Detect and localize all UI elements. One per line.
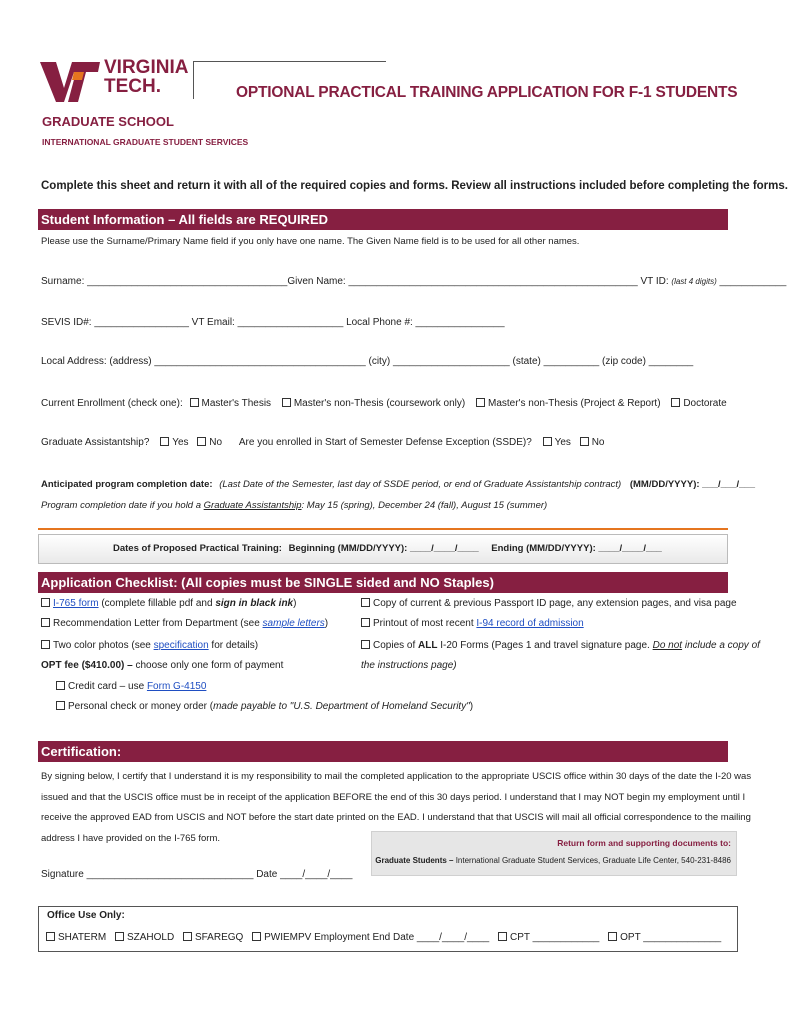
checkbox-icon[interactable] bbox=[476, 398, 485, 407]
completion-pre: Program completion date if you hold a bbox=[41, 500, 202, 511]
checkbox-icon[interactable] bbox=[41, 618, 50, 627]
enroll-option: Master's Thesis bbox=[201, 398, 272, 409]
checkbox-icon[interactable] bbox=[160, 437, 169, 446]
i20-pages: I-20 Forms (Pages 1 and travel signature page. bbox=[437, 640, 653, 651]
office-use-items bbox=[46, 932, 721, 943]
photo-close: for details) bbox=[208, 640, 259, 651]
anticipated-line bbox=[41, 479, 755, 490]
checklist-passport bbox=[361, 598, 737, 609]
checklist-heading: Application Checklist: (All copies must be SINGLE sided and NO Staples) bbox=[38, 572, 728, 593]
enroll-option: Doctorate bbox=[683, 398, 727, 409]
checkbox-icon[interactable] bbox=[543, 437, 552, 446]
surname-line[interactable] bbox=[41, 276, 786, 287]
checkbox-icon[interactable] bbox=[41, 598, 50, 607]
beginning-field[interactable]: Beginning (MM/DD/YYYY): ____/____/____ bbox=[288, 543, 479, 554]
check-text: Personal check or money order ( bbox=[68, 701, 214, 712]
g4150-link[interactable]: Form G-4150 bbox=[146, 681, 207, 692]
i20-continued: the instructions page) bbox=[361, 660, 457, 671]
i94-link[interactable]: I-94 record of admission bbox=[476, 618, 584, 629]
completion-post: : May 15 (spring), December 24 (fall), August 15 (summer) bbox=[301, 500, 548, 511]
vtid-blank: ____________ bbox=[719, 276, 787, 287]
anticipated-hint: (Last Date of the Semester, last day of SSDE period, or end of Graduate Assistantship contract) bbox=[219, 479, 622, 490]
credit-text: Credit card – use bbox=[68, 681, 147, 692]
enroll-option: Master's non-Thesis (coursework only) bbox=[293, 398, 466, 409]
checklist-i94 bbox=[361, 618, 584, 629]
page-title: OPTIONAL PRACTICAL TRAINING APPLICATION FOR F-1 STUDENTS bbox=[236, 84, 738, 101]
checkbox-icon[interactable] bbox=[115, 932, 124, 941]
checkbox-icon[interactable] bbox=[361, 598, 370, 607]
student-info-heading: Student Information – All fields are REQUIRED bbox=[38, 209, 728, 230]
checkbox-icon[interactable] bbox=[252, 932, 261, 941]
checkbox-icon[interactable] bbox=[46, 932, 55, 941]
orange-divider bbox=[38, 528, 728, 530]
dates-label: Dates of Proposed Practical Training: bbox=[113, 543, 282, 554]
no-label: No bbox=[591, 437, 605, 448]
checkbox-icon[interactable] bbox=[56, 681, 65, 690]
check-close: ) bbox=[469, 701, 474, 712]
checklist-recommendation bbox=[41, 618, 328, 629]
ga-link: Graduate Assistantship bbox=[203, 500, 302, 511]
fee-text: choose only one form of payment bbox=[132, 660, 284, 671]
anticipated-label: Anticipated program completion date: bbox=[41, 479, 213, 490]
check-payee: made payable to "U.S. Department of Homeland Security" bbox=[213, 701, 470, 712]
return-line bbox=[371, 856, 731, 865]
no-label: No bbox=[209, 437, 223, 448]
checkbox-icon[interactable] bbox=[183, 932, 192, 941]
cert-line: address I have provided on the I-765 form. bbox=[41, 832, 221, 844]
i765-link[interactable]: I-765 form bbox=[53, 598, 99, 609]
enrollment-line bbox=[41, 398, 727, 409]
i20-all: ALL bbox=[418, 640, 438, 651]
anticipated-format[interactable]: (MM/DD/YYYY): ___/___/___ bbox=[629, 479, 755, 490]
return-address: International Graduate Student Services, Graduate Life Center, 540-231-8486 bbox=[453, 856, 731, 865]
name-note: Please use the Surname/Primary Name field if you only have one name. The Given Name field is to be used for all other names. bbox=[41, 236, 580, 247]
checkbox-icon[interactable] bbox=[608, 932, 617, 941]
checkbox-icon[interactable] bbox=[190, 398, 199, 407]
office-use-box bbox=[38, 906, 738, 952]
ga-line bbox=[41, 437, 604, 448]
office-use-title: Office Use Only: bbox=[47, 910, 125, 921]
surname-label: Surname: ____________________________________Given Name: ____________________________________________________ VT ID: bbox=[41, 276, 669, 287]
checklist-fee bbox=[41, 660, 283, 671]
photo-text: Two color photos (see bbox=[53, 640, 154, 651]
graduate-school-label: GRADUATE SCHOOL bbox=[42, 114, 174, 129]
rec-close: ) bbox=[324, 618, 329, 629]
i765-text: (complete fillable pdf and bbox=[98, 598, 216, 609]
enrollment-label: Current Enrollment (check one): bbox=[41, 398, 183, 409]
intro-text: Complete this sheet and return it with all of the required copies and forms. Review all instructions included before completing the forms. bbox=[41, 180, 788, 192]
checklist-credit bbox=[56, 681, 206, 692]
dates-line bbox=[113, 543, 662, 554]
passport-text: Copy of current & previous Passport ID page, any extension pages, and visa page bbox=[373, 598, 737, 609]
checkbox-icon[interactable] bbox=[361, 618, 370, 627]
cert-line: receive the approved EAD from USCIS and NOT before the start date printed on the EAD. I understand that that USCIS will mail all official correspondence to the mailing bbox=[41, 812, 751, 823]
checkbox-icon[interactable] bbox=[197, 437, 206, 446]
office-item: PWIEMPV Employment End Date ____/____/____ bbox=[264, 932, 490, 943]
checklist-i20 bbox=[361, 640, 760, 651]
header-rule bbox=[193, 61, 386, 62]
checklist-check bbox=[56, 701, 473, 712]
completion-note bbox=[41, 500, 547, 511]
address-line[interactable]: Local Address: (address) ______________________________________ (city) _____________________ (state) __________ (zip code) ________ bbox=[41, 356, 694, 367]
checkbox-icon[interactable] bbox=[282, 398, 291, 407]
fee-label: OPT fee ($410.00) – bbox=[41, 660, 133, 671]
certification-heading: Certification: bbox=[38, 741, 728, 762]
ga-label: Graduate Assistantship? bbox=[41, 437, 150, 448]
i20-do-not: Do not bbox=[652, 640, 683, 651]
cert-line: By signing below, I certify that I understand it is my responsibility to mail the completed application to the appropriate USCIS office within 30 days of the date the I-20 was bbox=[41, 771, 752, 782]
i94-text: Printout of most recent bbox=[373, 618, 477, 629]
checklist-i765 bbox=[41, 598, 296, 609]
i20-include: include a copy of bbox=[682, 640, 760, 651]
i765-close: ) bbox=[293, 598, 297, 609]
sample-letters-link[interactable]: sample letters bbox=[262, 618, 325, 629]
yes-label: Yes bbox=[554, 437, 571, 448]
opt-field: OPT ______________ bbox=[620, 932, 722, 943]
return-bold: Graduate Students – bbox=[375, 856, 454, 865]
ending-field[interactable]: Ending (MM/DD/YYYY): ____/____/___ bbox=[491, 543, 662, 554]
office-item: SHATERM bbox=[58, 932, 107, 943]
ssde-label: Are you enrolled in Start of Semester Defense Exception (SSDE)? bbox=[238, 437, 532, 448]
return-title: Return form and supporting documents to: bbox=[557, 838, 731, 848]
checkbox-icon[interactable] bbox=[56, 701, 65, 710]
office-item: SFAREGQ bbox=[194, 932, 244, 943]
sevis-line[interactable]: SEVIS ID#: _________________ VT Email: ___________________ Local Phone #: ________________ bbox=[41, 317, 505, 328]
logo-wordmark bbox=[104, 58, 188, 96]
checkbox-icon[interactable] bbox=[41, 640, 50, 649]
checkbox-icon[interactable] bbox=[498, 932, 507, 941]
logo-line2: TECH. bbox=[104, 76, 161, 97]
checkbox-icon[interactable] bbox=[580, 437, 589, 446]
signature-line[interactable]: Signature ______________________________ Date ____/____/____ bbox=[41, 869, 353, 880]
enroll-option: Master's non-Thesis (Project & Report) bbox=[488, 398, 661, 409]
rec-text: Recommendation Letter from Department (see bbox=[53, 618, 263, 629]
office-item: SZAHOLD bbox=[126, 932, 175, 943]
cpt-field: CPT ____________ bbox=[510, 932, 600, 943]
header-divider bbox=[193, 61, 194, 99]
yes-label: Yes bbox=[172, 437, 189, 448]
vt-logo-icon bbox=[40, 58, 100, 104]
cert-line: issued and that the USCIS office must be in receipt of the application BEFORE the end of this 30 days period. I understand that I may NOT begin my employment until I bbox=[41, 791, 746, 803]
specification-link[interactable]: specification bbox=[153, 640, 209, 651]
igss-label: INTERNATIONAL GRADUATE STUDENT SERVICES bbox=[42, 137, 249, 147]
logo-line1: VIRGINIA bbox=[104, 57, 189, 78]
checkbox-icon[interactable] bbox=[361, 640, 370, 649]
i20-text: Copies of bbox=[373, 640, 419, 651]
checklist-photos bbox=[41, 640, 258, 651]
checkbox-icon[interactable] bbox=[671, 398, 680, 407]
last4-hint: (last 4 digits) bbox=[671, 277, 717, 286]
i765-emphasis: sign in black ink bbox=[215, 598, 294, 609]
